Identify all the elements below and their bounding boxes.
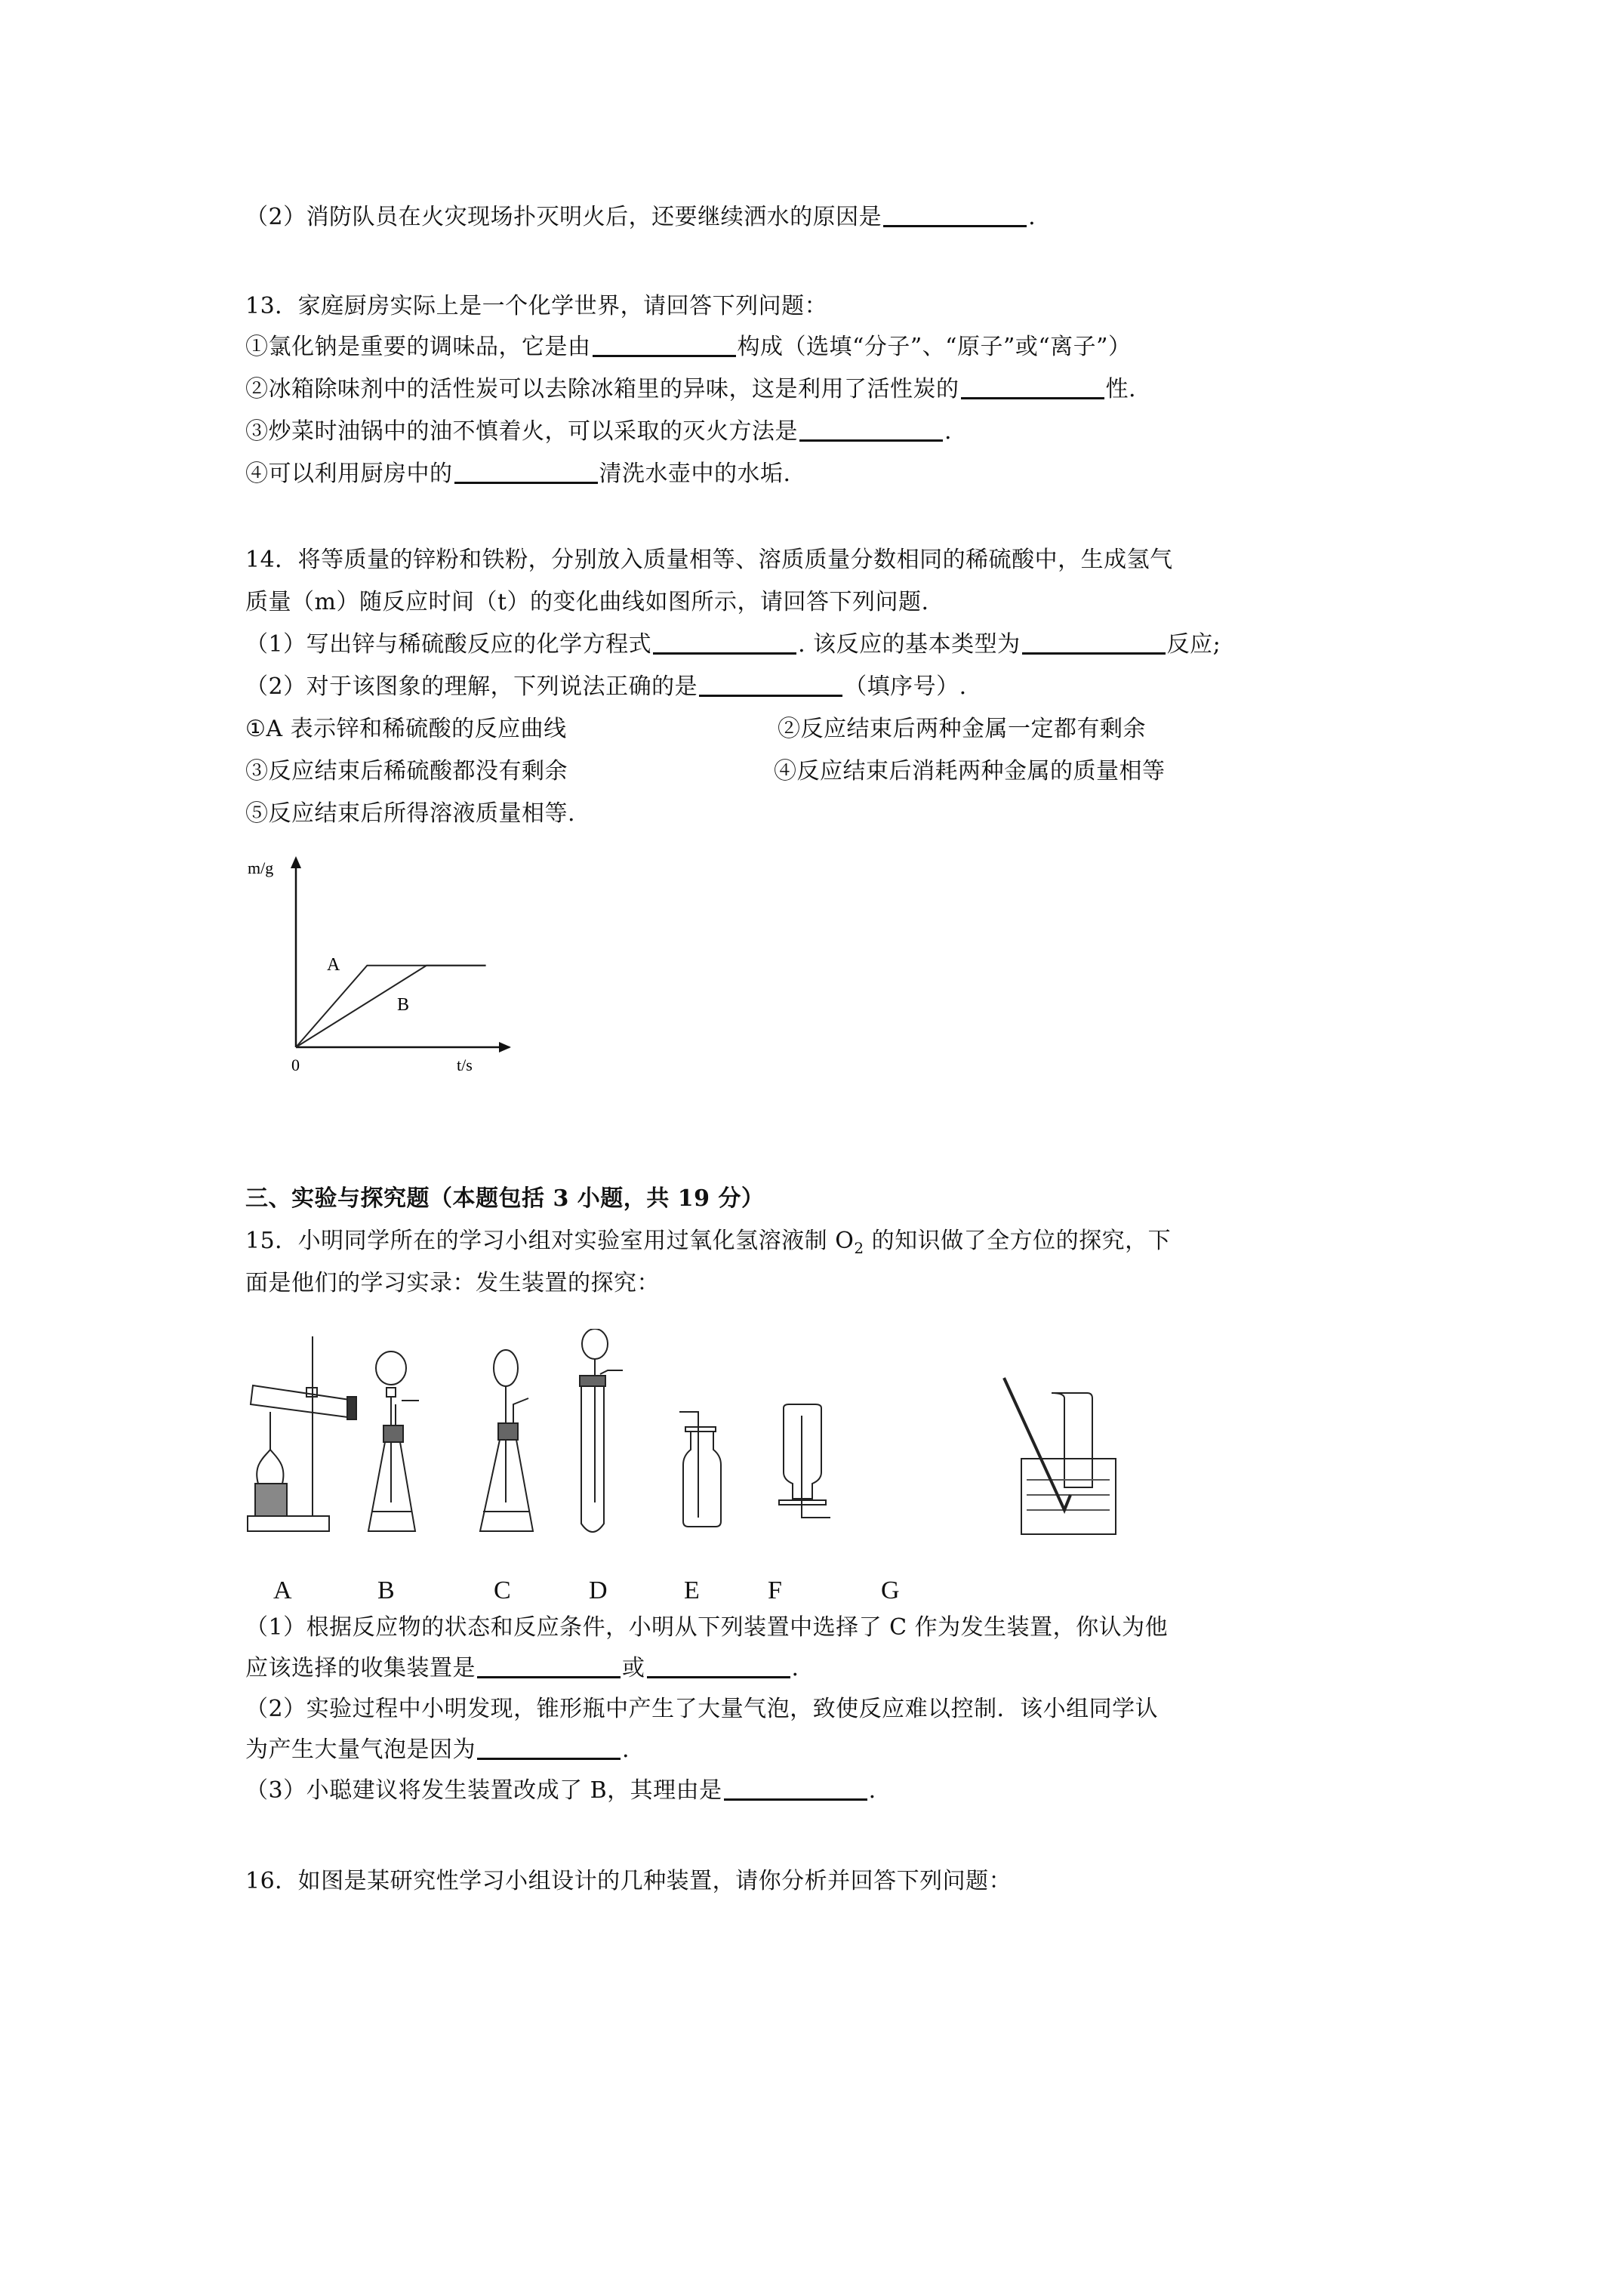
apparatus-e-gas-bottle xyxy=(679,1412,721,1527)
x-axis-label: t/s xyxy=(457,1056,473,1074)
answer-blank[interactable] xyxy=(647,1653,790,1678)
apparatus-label-b: B xyxy=(377,1576,395,1604)
answer-blank[interactable] xyxy=(477,1735,621,1760)
option-5: ⑤反应结束后所得溶液质量相等. xyxy=(245,800,576,827)
q14-options-row1 xyxy=(245,714,1378,744)
apparatus-figure xyxy=(242,1329,1359,1608)
answer-blank[interactable] xyxy=(699,672,842,697)
apparatus-label-f: F xyxy=(768,1576,782,1604)
q16-stem: 16．如图是某研究性学习小组设计的几种装置，请你分析并回答下列问题： xyxy=(245,1868,1012,1894)
apparatus-g-water-displacement xyxy=(1004,1378,1116,1534)
option-1: ①A 表示锌和稀硫酸的反应曲线 xyxy=(245,716,567,742)
q15-stem-line1: 15．小明同学所在的学习小组对实验室用过氧化氢溶液制 $O_2$ 的知识做了全方位的探究，下 xyxy=(245,1228,1172,1257)
curve-a xyxy=(296,966,486,1047)
q13-item-4: ④可以利用厨房中的 清洗水壶中的水垢. xyxy=(245,461,791,487)
option-4: ④反应结束后消耗两种金属的质量相等 xyxy=(774,758,1166,784)
answer-blank[interactable] xyxy=(724,1776,867,1801)
option-3: ③反应结束后稀硫酸都没有剩余 xyxy=(245,758,568,784)
q14-part1: （1）写出锌与稀硫酸反应的化学方程式 . 该反应的基本类型为 反应; xyxy=(245,631,1221,658)
answer-blank[interactable] xyxy=(883,202,1027,227)
answer-blank[interactable] xyxy=(1022,630,1166,655)
apparatus-label-a: A xyxy=(273,1576,292,1604)
q14-part2: （2）对于该图象的理解，下列说法正确的是 （填序号）. xyxy=(245,673,967,700)
q14-options-row2 xyxy=(245,757,1378,787)
y-axis-arrow-icon xyxy=(291,856,301,868)
q13-item-2: ②冰箱除味剂中的活性炭可以去除冰箱里的异味，这是利用了活性炭的 性. xyxy=(245,376,1137,402)
apparatus-d-tube-funnel xyxy=(580,1329,623,1532)
apparatus-a-heating-tube xyxy=(248,1336,356,1531)
mass-time-graph xyxy=(242,838,544,1102)
q15-part1-line1: （1）根据反应物的状态和反应条件，小明从下列装置中选择了 C 作为发生装置，你认为他 xyxy=(245,1614,1169,1641)
q15-part1-line2: 应该选择的收集装置是 或 . xyxy=(245,1655,799,1681)
apparatus-label-e: E xyxy=(684,1576,700,1604)
q15-part2-line2: 为产生大量气泡是因为 . xyxy=(245,1737,630,1763)
apparatus-c-flask-long-funnel xyxy=(480,1350,533,1531)
apparatus-label-g: G xyxy=(881,1576,900,1604)
q14-stem-line1: 14．将等质量的锌粉和铁粉，分别放入质量相等、溶质质量分数相同的稀硫酸中，生成氢气 xyxy=(245,547,1173,573)
apparatus-f-inverted-bottle xyxy=(779,1404,830,1518)
answer-blank[interactable] xyxy=(454,459,598,484)
q15-part3: （3）小聪建议将发生装置改成了 B，其理由是 . xyxy=(245,1777,876,1804)
answer-blank[interactable] xyxy=(593,332,736,357)
option-2: ②反应结束后两种金属一定都有剩余 xyxy=(778,716,1146,742)
curve-a-label: A xyxy=(327,955,340,975)
y-axis-label: m/g xyxy=(248,858,274,877)
apparatus-label-c: C xyxy=(494,1576,511,1604)
x-axis-arrow-icon xyxy=(499,1042,511,1052)
q12-part2: （2）消防队员在火灾现场扑灭明火后，还要继续洒水的原因是 . xyxy=(245,204,1036,230)
curve-b-label: B xyxy=(397,995,410,1015)
curve-b xyxy=(296,966,486,1047)
q13-stem: 13．家庭厨房实际上是一个化学世界，请回答下列问题： xyxy=(245,293,828,319)
q15-part2-line1: （2）实验过程中小明发现，锥形瓶中产生了大量气泡，致使反应难以控制．该小组同学认 xyxy=(245,1696,1159,1722)
answer-blank[interactable] xyxy=(799,417,943,442)
apparatus-label-d: D xyxy=(589,1576,608,1604)
answer-blank[interactable] xyxy=(961,374,1104,399)
answer-blank[interactable] xyxy=(477,1653,621,1678)
q13-item-3: ③炒菜时油锅中的油不慎着火，可以采取的灭火方法是 . xyxy=(245,418,953,445)
q14-stem-line2: 质量（m）随反应时间（t）的变化曲线如图所示，请回答下列问题. xyxy=(245,589,929,615)
section-3-heading: 三、实验与探究题（本题包括 3 小题，共 19 分） xyxy=(245,1185,765,1212)
answer-blank[interactable] xyxy=(653,630,796,655)
q13-item-1: ①氯化钠是重要的调味品，它是由 构成（选填“分子”、“原子”或“离子”） xyxy=(245,334,1132,360)
apparatus-b-flask-separatory-funnel xyxy=(368,1351,419,1531)
q15-stem-line2: 面是他们的学习实录：发生装置的探究： xyxy=(245,1270,660,1296)
origin-label: 0 xyxy=(291,1056,300,1074)
